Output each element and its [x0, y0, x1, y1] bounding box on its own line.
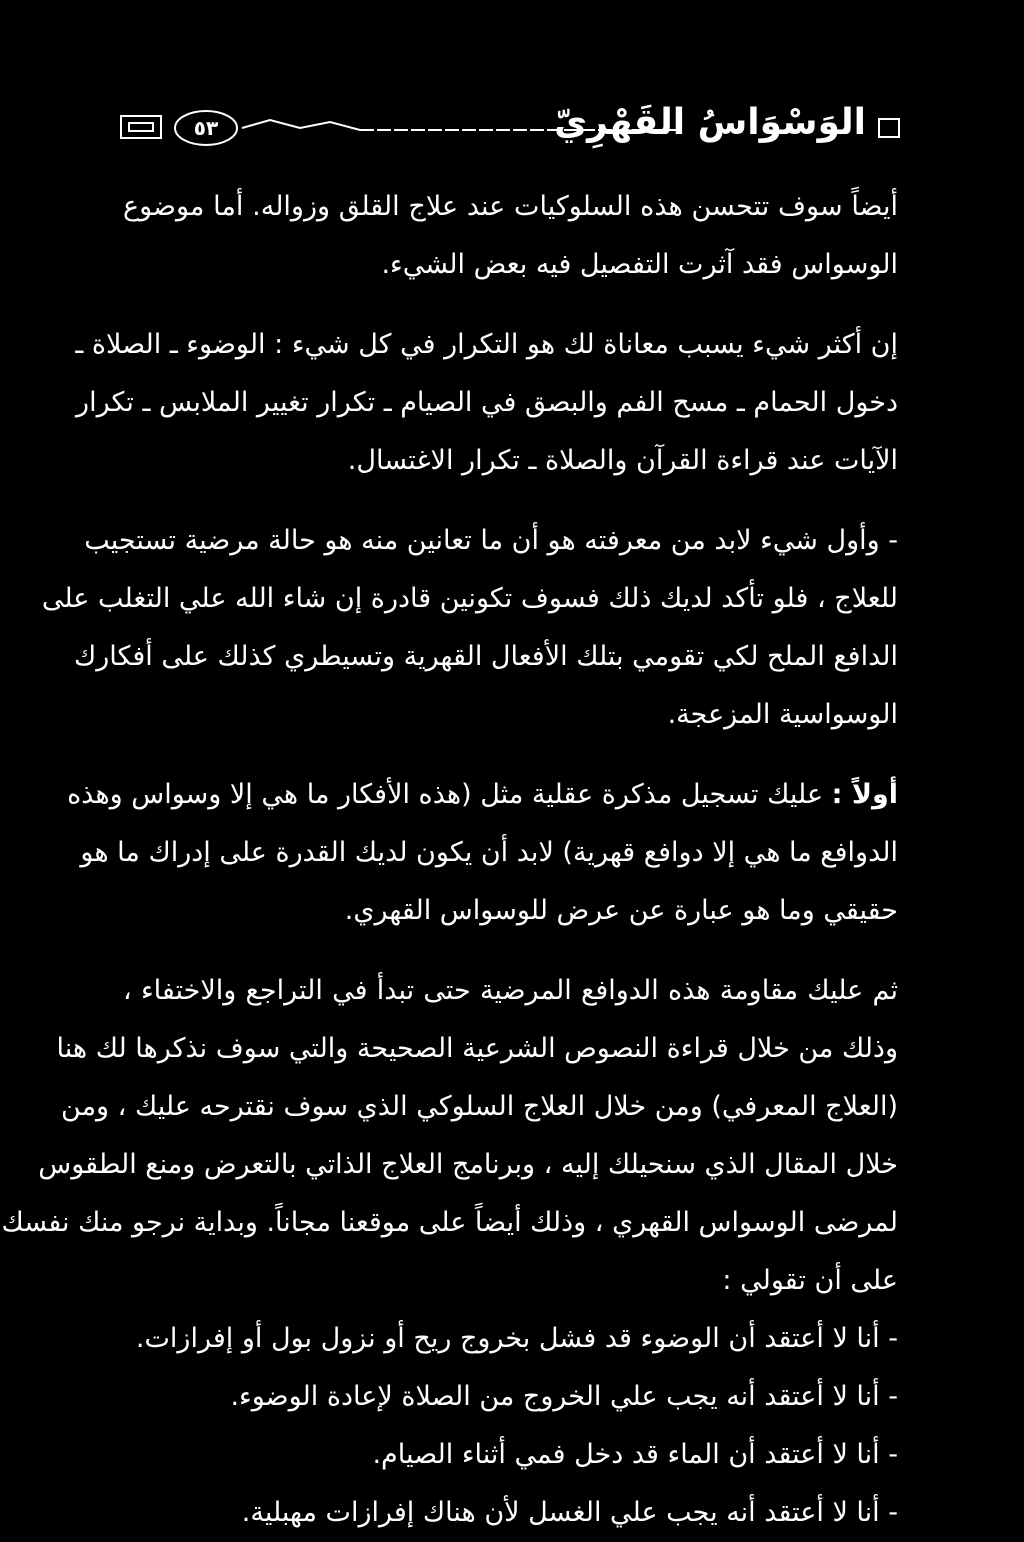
text-line: لمرضى الوسواس القهري ، وذلك أيضاً على موقعنا مجاناً. وبداية نرجو منك نفسك	[1, 1207, 898, 1238]
list-item: - أنا لا أعتقد أن الماء قد دخل فمي أثناء الصيام.	[372, 1439, 898, 1470]
right-ornament-icon	[878, 118, 900, 138]
text-line-rest: عليك تسجيل مذكرة عقلية مثل (هذه الأفكار ما هي إلا وسواس وهذه	[67, 779, 824, 810]
text-line: دخول الحمام ـ مسح الفم والبصق في الصيام ـ تكرار تغيير الملابس ـ تكرار	[76, 387, 898, 418]
left-ornament-icon	[120, 115, 162, 139]
text-line: الآيات عند قراءة القرآن والصلاة ـ تكرار الاغتسال.	[347, 445, 898, 476]
list-item: - أنا لا أعتقد أن الوضوء قد فشل بخروج ريح أو نزول بول أو إفرازات.	[135, 1323, 898, 1354]
page-number-oval-icon	[172, 108, 240, 148]
bullet-list	[123, 1310, 898, 1542]
text-line: حقيقي وما هو عبارة عن عرض للوسواس القهري.	[344, 895, 898, 926]
list-item: - أنا لا أعتقد أنه يجب علي الخروج من الصلاة لإعادة الوضوء.	[230, 1381, 898, 1412]
paragraph-2	[75, 316, 898, 490]
text-line: للعلاج ، فلو تأكد لديك ذلك فسوف تكونين قادرة إن شاء الله علي التغلب على	[41, 583, 898, 614]
text-line: خلال المقال الذي سنحيلك إليه ، وبرنامج العلاج الذاتي بالتعرض ومنع الطقوس	[38, 1149, 898, 1180]
list-item: - أنا لا أعتقد أنه يجب علي الغسل لأن هناك إفرازات مهبلية.	[241, 1497, 898, 1528]
text-line: ثم عليك مقاومة هذه الدوافع المرضية حتى تبدأ في التراجع والاختفاء ،	[123, 975, 898, 1006]
paragraph-lead: أولاً :	[831, 779, 898, 810]
text-line: إن أكثر شيء يسبب معاناة لك هو التكرار في كل شيء : الوضوء ـ الصلاة ـ	[75, 329, 898, 360]
paragraph-1	[123, 178, 898, 294]
text-line: وذلك من خلال قراءة النصوص الشرعية الصحيحة والتي سوف نذكرها لك هنا	[56, 1033, 898, 1064]
text-line: على أن تقولي :	[722, 1265, 898, 1296]
text-line: (العلاج المعرفي) ومن خلال العلاج السلوكي الذي سوف نقترحه عليك ، ومن	[61, 1091, 898, 1122]
text-line: - وأول شيء لابد من معرفته هو أن ما تعانين منه هو حالة مرضية تستجيب	[84, 525, 898, 556]
paragraph-3	[41, 512, 898, 744]
page-number: ٥٣	[193, 116, 219, 140]
text-line: الدوافع ما هي إلا دوافع قهرية) لابد أن يكون لديك القدرة على إدراك ما هو	[80, 837, 898, 868]
page-body	[1, 178, 898, 1542]
paragraph-5	[1, 962, 898, 1310]
text-line	[67, 766, 898, 824]
text-line: الوسواس فقد آثرت التفصيل فيه بعض الشيء.	[381, 249, 898, 280]
text-line: الوسواسية المزعجة.	[667, 699, 898, 730]
text-line: أيضاً سوف تتحسن هذه السلوكيات عند علاج القلق وزواله. أما موضوع	[123, 191, 898, 222]
paragraph-4	[67, 766, 898, 940]
book-title: الوَسْوَاسُ القَهْرِيّ	[554, 102, 866, 143]
page-number-badge	[172, 108, 240, 148]
page-header	[120, 98, 900, 158]
text-line: الدافع الملح لكي تقومي بتلك الأفعال القهرية وتسيطري كذلك على أفكارك	[73, 641, 898, 672]
